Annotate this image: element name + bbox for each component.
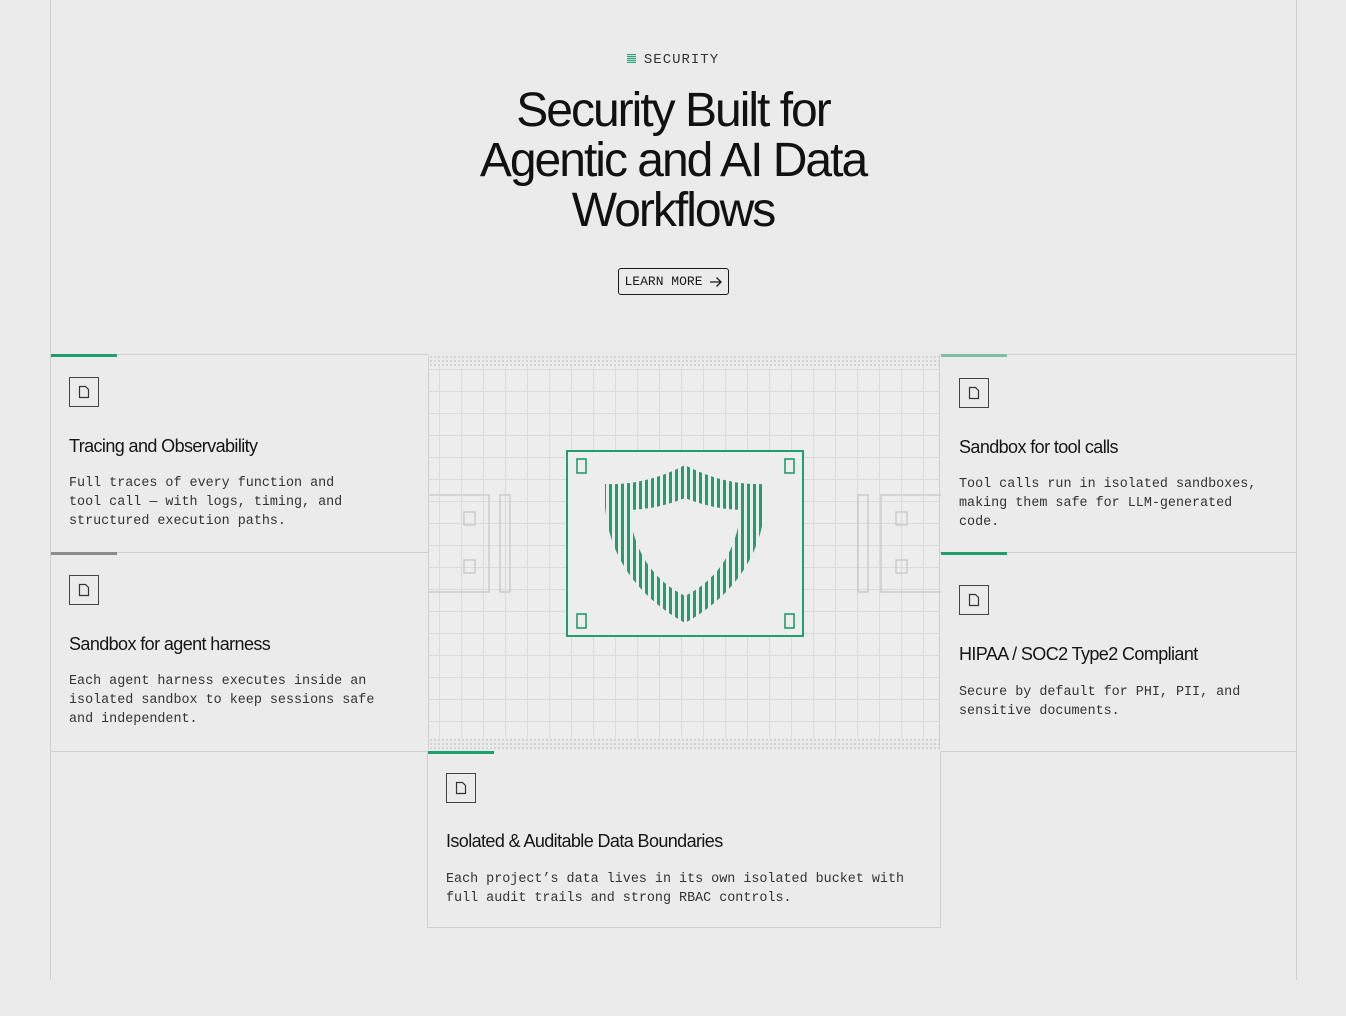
right-bracket-shape [858, 495, 941, 592]
learn-more-label: LEARN MORE [624, 274, 703, 289]
file-icon [959, 378, 989, 408]
file-icon [959, 585, 989, 615]
left-bracket-shape [429, 495, 510, 592]
feature-card-hipaa [941, 553, 1296, 751]
file-icon [69, 377, 99, 407]
row-divider-bottom-right [940, 751, 1297, 752]
frame-right-border [1296, 0, 1297, 980]
illustration-canvas [429, 355, 941, 750]
title-line-3: Workflows [571, 184, 775, 237]
feature-card-data-boundaries [428, 752, 940, 927]
learn-more-button[interactable] [618, 268, 729, 295]
feature-card-agent-harness [51, 553, 428, 751]
feature-title: Isolated & Auditable Data Boundaries [446, 831, 723, 851]
feature-card-tool-calls [941, 355, 1296, 552]
feature-title: Sandbox for tool calls [959, 437, 1118, 457]
feature-description: Each project’s data lives in its own isolated bucket with full audit trails and strong RBAC controls. [446, 872, 905, 906]
title-line-1: Security Built for [516, 84, 830, 137]
arrow-right-icon [709, 276, 723, 288]
feature-title: Tracing and Observability [69, 436, 258, 456]
security-illustration [428, 355, 940, 750]
grid-square-icon [627, 54, 636, 63]
file-icon [69, 575, 99, 605]
feature-title: Sandbox for agent harness [69, 634, 271, 654]
feature-card-tracing [51, 355, 428, 552]
feature-title: HIPAA / SOC2 Type2 Compliant [959, 644, 1198, 664]
feature-description: Tool calls run in isolated sandboxes, making them safe for LLM-generated code. [959, 477, 1257, 530]
file-icon [446, 773, 476, 803]
feature-description: Each agent harness executes inside an isolated sandbox to keep sessions safe and independent. [69, 674, 375, 727]
title-line-2: Agentic and AI Data [479, 134, 867, 187]
eyebrow-label: SECURITY [643, 52, 720, 68]
section-title [373, 86, 973, 236]
feature-description: Secure by default for PHI, PII, and sensitive documents. [959, 685, 1241, 719]
row-divider-bottom-left [50, 751, 428, 752]
section-eyebrow [0, 52, 1346, 68]
feature-description: Full traces of every function and tool call — with logs, timing, and structured execution paths. [69, 476, 343, 529]
